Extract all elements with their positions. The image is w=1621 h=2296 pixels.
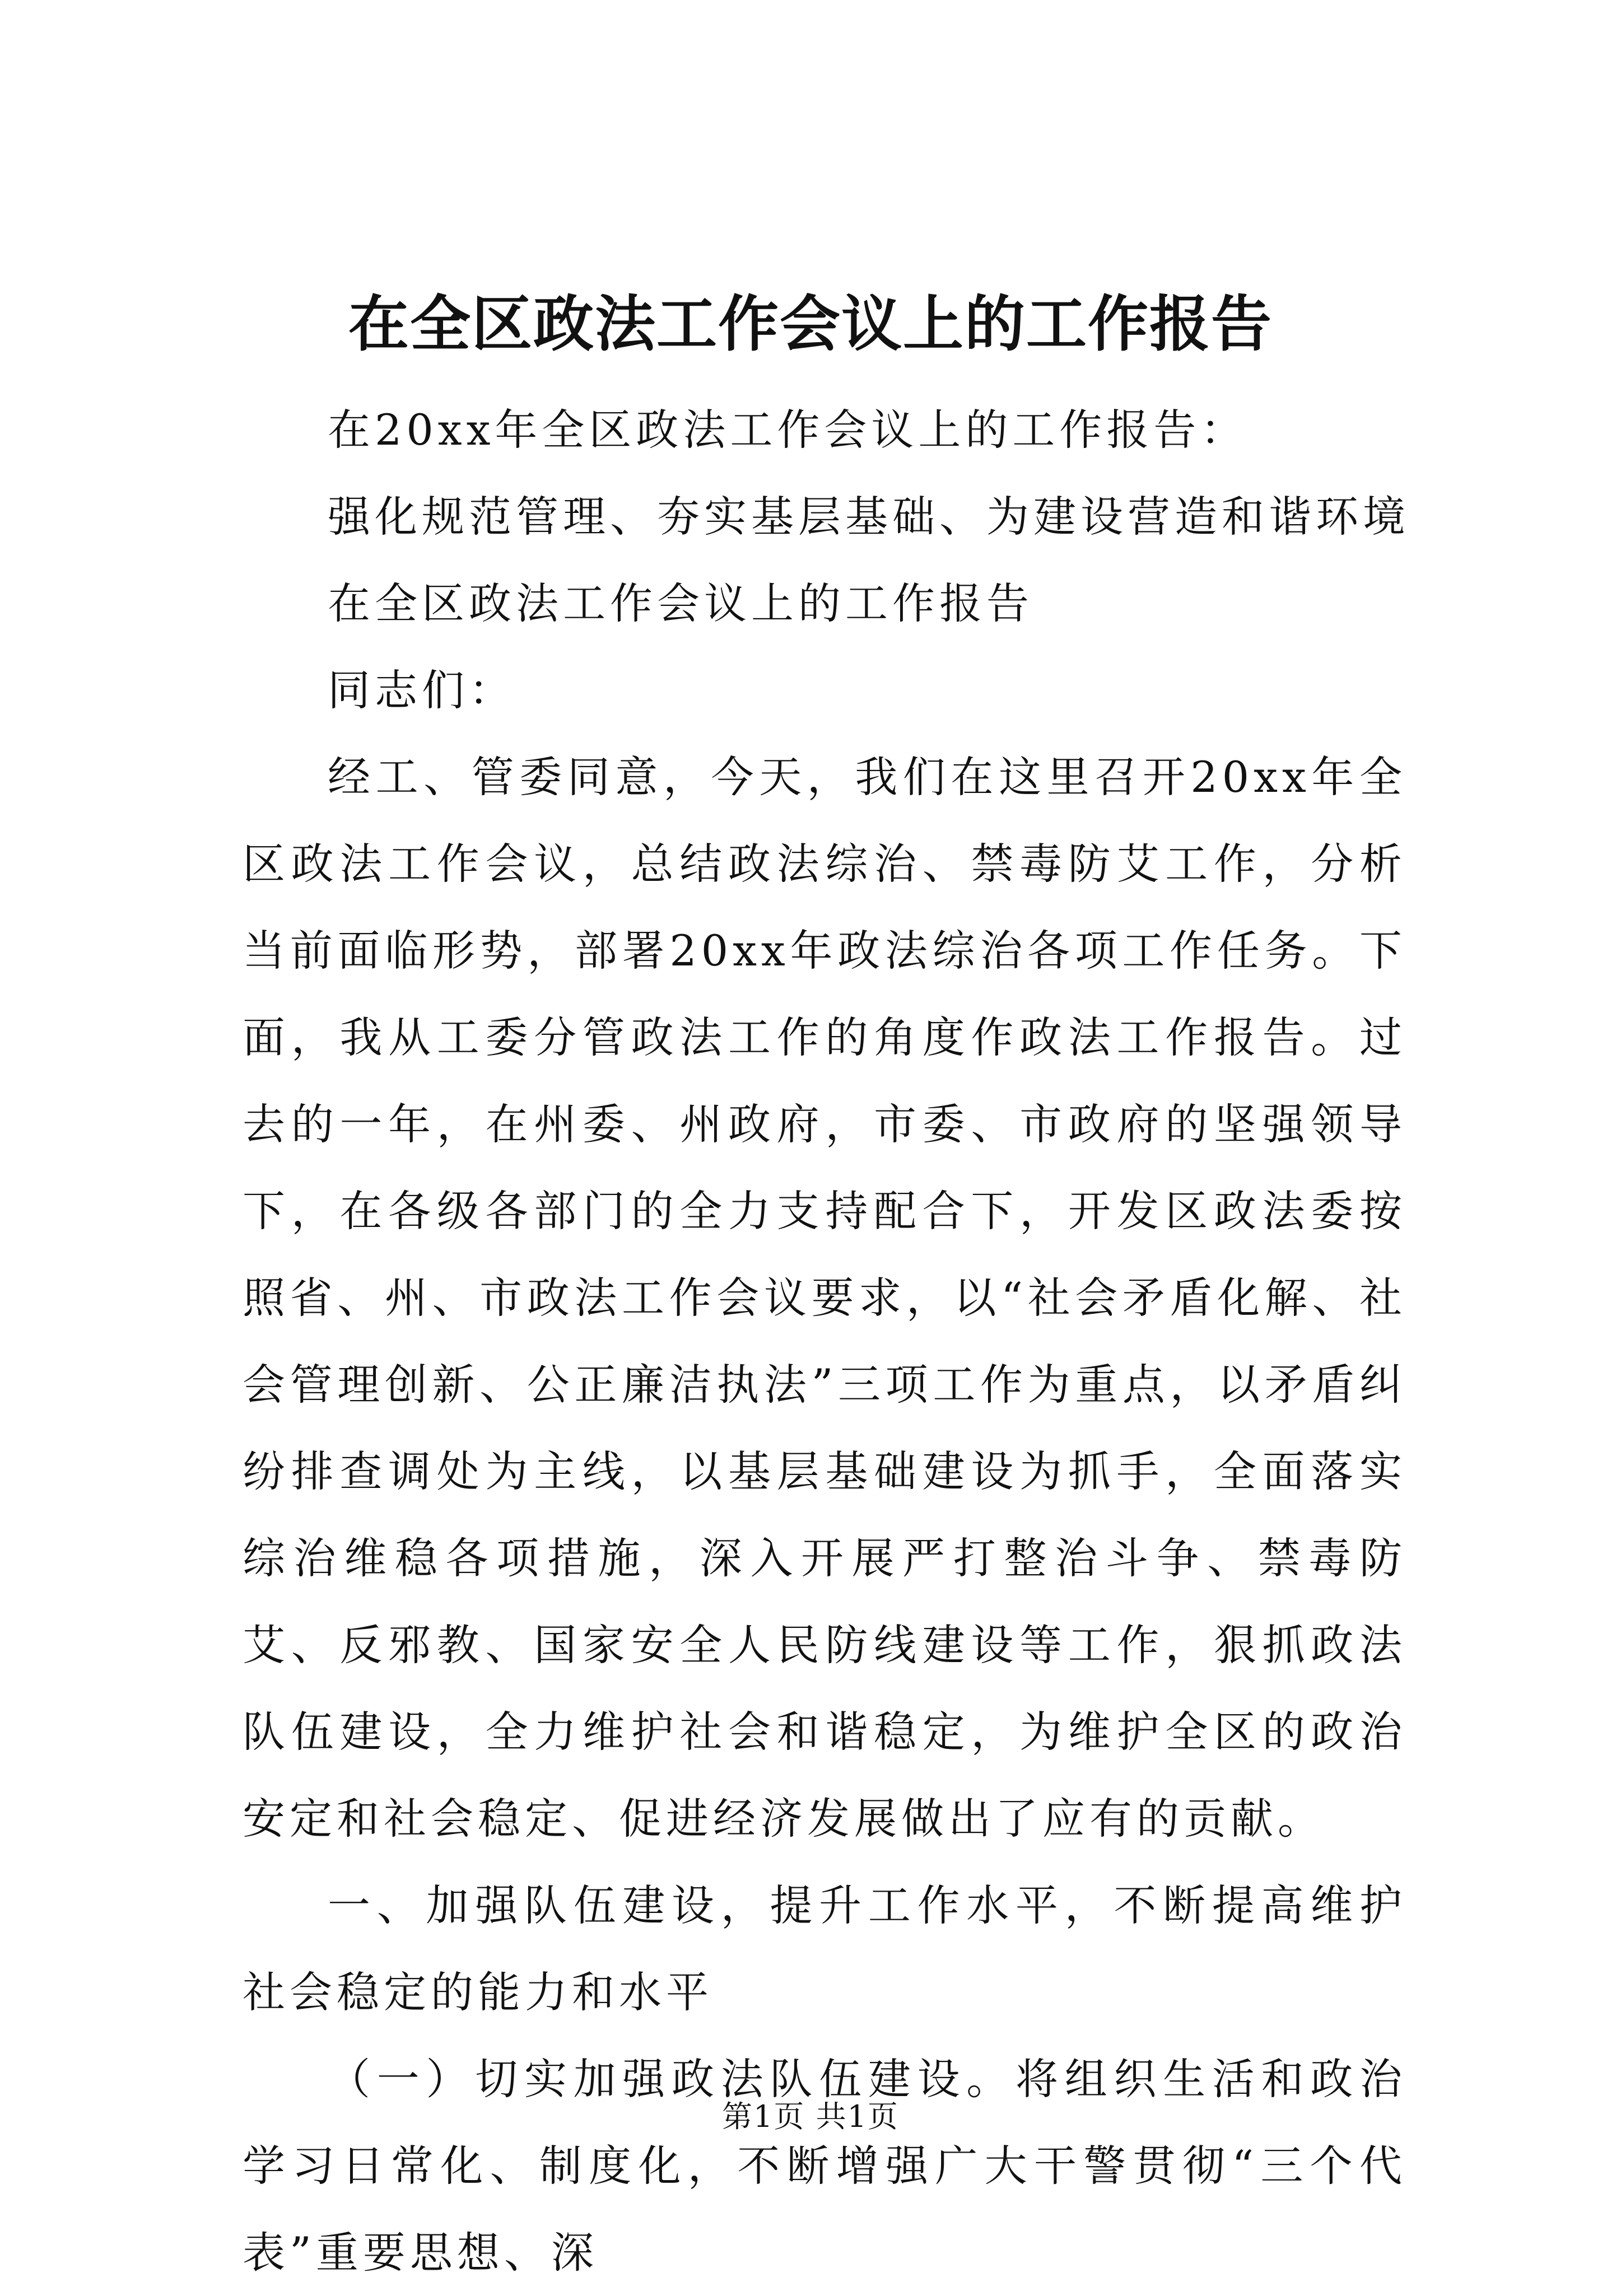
document-title: 在全区政法工作会议上的工作报告 [348, 290, 1273, 360]
section-heading: 一、加强队伍建设，提升工作水平，不断提高维护社会稳定的能力和水平 [243, 1880, 1406, 2017]
theme-line: 强化规范管理、夯实基层基础、为建设营造和谐环境 [328, 492, 1410, 542]
subtitle-line: 在20xx年全区政法工作会议上的工作报告： [328, 405, 1248, 455]
body-paragraph: 经工、管委同意，今天，我们在这里召开20xx年全区政法工作会议，总结政法综治、禁毒防艾工作，分析当前面临形势，部署20xx年政法综治各项工作任务。下面，我从工委分管政法工作的角度作政法工作报告。过去的一年，在州委、州政府，市委、市政府的坚强领导下，在各级各部门的全力支持配合下，开发区政法委按照省、州、市政法工作会议要求，以“社会矛盾化解、社会管理创新、公正廉洁执法”三项工作为重点，以矛盾纠纷排查调处为主线，以基层基础建设为抓手，全面落实综治维稳各项措施，深入开展严打整治斗争、禁毒防艾、反邪教、国家安全人民防线建设等工作，狠抓政法队伍建设，全力维护社会和谐稳定，为维护全区的政治安定和社会稳定、促进经济发展做出了应有的贡献。 [243, 752, 1406, 1844]
salutation: 同志们： [328, 665, 516, 715]
report-heading-line: 在全区政法工作会议上的工作报告 [328, 578, 1033, 628]
body-paragraph: （一）切实加强政法队伍建设。将组织生活和政治学习日常化、制度化，不断增强广大干警贯彻“三个代表”重要思想、深 [243, 2054, 1406, 2278]
document-body [243, 386, 1410, 2296]
page-footer: 第1页 共1页 [722, 2099, 899, 2134]
